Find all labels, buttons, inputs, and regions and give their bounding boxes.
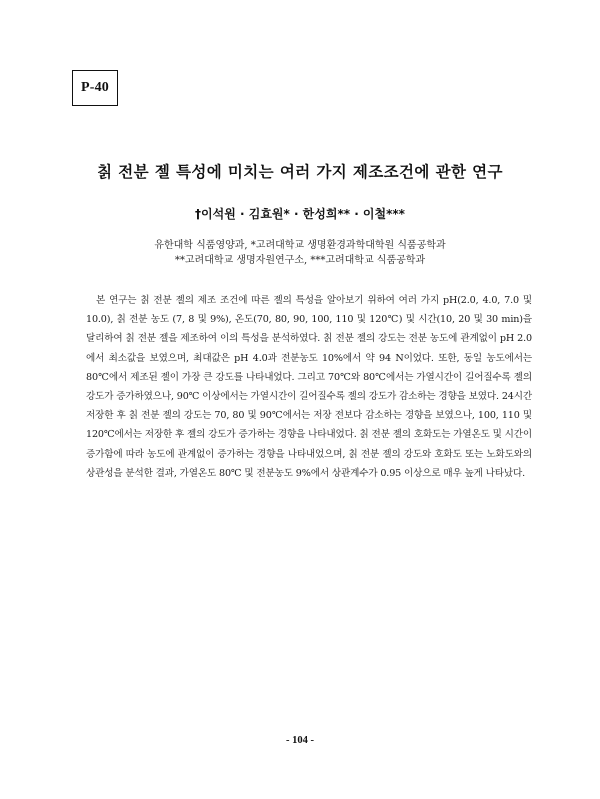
poster-code: P-40: [80, 80, 109, 95]
page-number: - 104 -: [286, 735, 314, 746]
affiliation-line-1: 유한대학 식품영양과, *고려대학교 생명환경과학대학원 식품공학과: [154, 240, 446, 251]
affiliation-line-2: **고려대학교 생명자원연구소, ***고려대학교 식품공학과: [174, 255, 426, 266]
poster-code-badge: [72, 70, 118, 106]
abstract-body: 본 연구는 칡 전분 젤의 제조 조건에 따른 젤의 특성을 알아보기 위하여 여러 가지 pH(2.0, 4.0, 7.0 및 10.0), 칡 전분 농도 (7, 8 및 9%), 온도(70, 80, 90, 100, 110 및 120℃) 및 시간(10, 20 및 30 min)을 달리하여 칡 전분 젤을 제조하여 이의 특성을 분석하였다. 칡 전분 젤의 강도는 전분 농도에 관계없이 pH 2.0에서 최소값을 보였으며, 최대값은 pH 4.0과 전분농도 10%에서 약 94 N이었다. 또한, 동일 농도에서는 80℃에서 제조된 젤이 가장 큰 강도를 나타내었다. 그리고 70℃와 80℃에서는 가열시간이 길어질수록 젤의 강도가 증가하였으나, 90℃ 이상에서는 가열시간이 길어질수록 젤의 강도가 감소하는 경향을 보였다. 24시간 저장한 후 칡 전분 젤의 강도는 70, 80 및 90℃에서는 저장 전보다 감소하는 경향을 보였으나, 100, 110 및 120℃에서는 저장한 후 젤의 강도가 증가하는 경향을 나타내었다. 칡 전분 젤의 호화도는 가열온도 및 시간이 증가함에 따라 농도에 관계없이 증가하는 경향을 나타내었으며, 칡 전분 젤의 강도와 호화도 또는 노화도와의 상관성을 분석한 결과, 가열온도 80℃ 및 전분농도 9%에서 상관계수가 0.95 이상으로 매우 높게 나타났다.: [86, 295, 532, 479]
author-list: †이석원 · 김효원* · 한성희** · 이철***: [195, 207, 405, 221]
paper-title: 칡 전분 젤 특성에 미치는 여러 가지 제조조건에 관한 연구: [97, 163, 503, 181]
